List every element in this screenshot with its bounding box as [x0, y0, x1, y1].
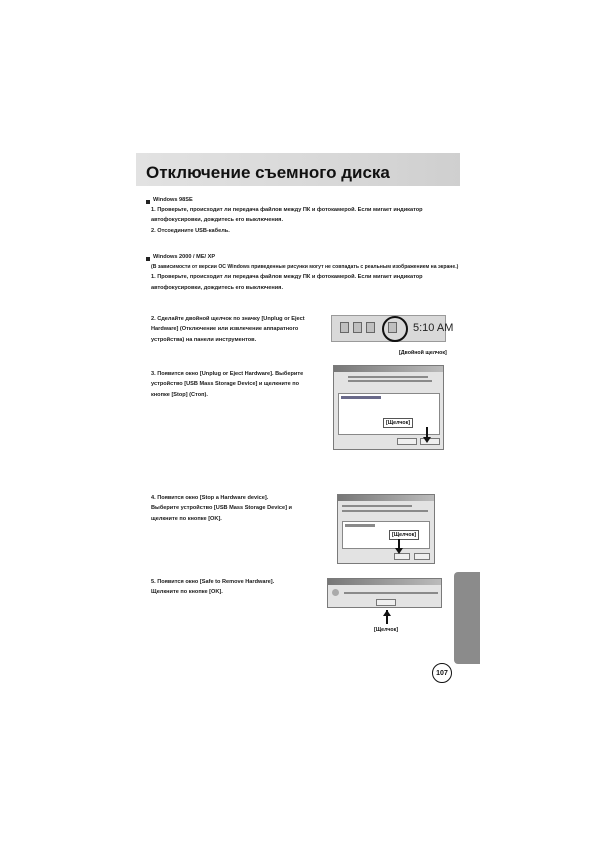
bullet	[146, 257, 150, 261]
step-line: Щелкните по кнопке [OK].	[151, 589, 223, 595]
text-line: 2. Отсоедините USB-кабель.	[151, 228, 230, 234]
step-line: Выберите устройство [USB Mass Storage Device] и	[151, 505, 292, 511]
step-line: устройства) на панели инструментов.	[151, 337, 257, 343]
page-title: Отключение съемного диска	[146, 163, 390, 182]
dialog-text	[342, 505, 412, 507]
ok-button	[394, 553, 410, 560]
highlight-circle	[382, 316, 408, 342]
step-line: устройство [USB Mass Storage Device] и щелкните по	[151, 381, 300, 387]
click-callout: [Щелчок]	[383, 418, 413, 428]
device-row	[345, 524, 375, 527]
step-line: Hardware] (Отключение или извлечение аппаратного	[151, 326, 299, 332]
arrow-head	[383, 610, 391, 616]
stop-device-dialog-screenshot	[337, 494, 435, 564]
dialog-text	[348, 380, 432, 382]
section-heading: Windows 2000 / ME/ XP	[153, 254, 216, 260]
dialog-text	[342, 510, 428, 512]
info-icon	[332, 589, 339, 596]
safe-remove-dialog-screenshot	[327, 578, 442, 608]
network-icon	[353, 322, 362, 333]
selected-device-row	[341, 396, 381, 399]
step-line: 4. Появится окно [Stop a Hardware device].	[151, 495, 269, 501]
step-line: 3. Появится окно [Unplug or Eject Hardware]. Выберите	[151, 371, 304, 377]
text-line: 1. Проверьте, происходит ли передача файлов между ПК и фотокамерой. Если мигает индикатор	[151, 207, 423, 213]
dialog-titlebar	[334, 366, 443, 372]
ok-button	[376, 599, 396, 606]
arrow-head	[423, 437, 431, 443]
text-line: 1. Проверьте, происходит ли передача файлов между ПК и фотокамерой. Если мигает индикатор	[151, 274, 423, 280]
side-tab	[454, 572, 480, 664]
arrow-head	[395, 548, 403, 554]
text-line: автофокусировки, дождитесь его выключения.	[151, 217, 283, 223]
double-click-callout: [Двойной щелчок]	[399, 350, 447, 356]
section-heading: Windows 98SE	[153, 197, 193, 203]
page-number: 107	[432, 663, 452, 683]
properties-button	[397, 438, 417, 445]
click-callout: [Щелчок]	[389, 530, 419, 540]
text-line: автофокусировки, дождитесь его выключения.	[151, 285, 283, 291]
dialog-titlebar	[338, 495, 434, 501]
bullet	[146, 200, 150, 204]
taskbar-clock: 5:10 AM	[413, 322, 454, 334]
text-note: (В зависимости от версии ОС Windows приведенные рисунки могут не совпадать с реальным изображением на экране.)	[151, 264, 459, 270]
device-list	[338, 393, 440, 435]
tray-icon	[366, 322, 375, 333]
speaker-icon	[340, 322, 349, 333]
step-line: щелкните по кнопке [OK].	[151, 516, 222, 522]
dialog-text	[348, 376, 428, 378]
cancel-button	[414, 553, 430, 560]
step-line: 2. Сделайте двойной щелчок по значку [Unplug or Eject	[151, 316, 305, 322]
click-callout: [Щелчок]	[374, 627, 399, 633]
step-line: 5. Появится окно [Safe to Remove Hardware].	[151, 579, 275, 585]
dialog-titlebar	[328, 579, 441, 585]
step-line: кнопке [Stop] (Стоп).	[151, 392, 208, 398]
dialog-text	[344, 592, 438, 594]
